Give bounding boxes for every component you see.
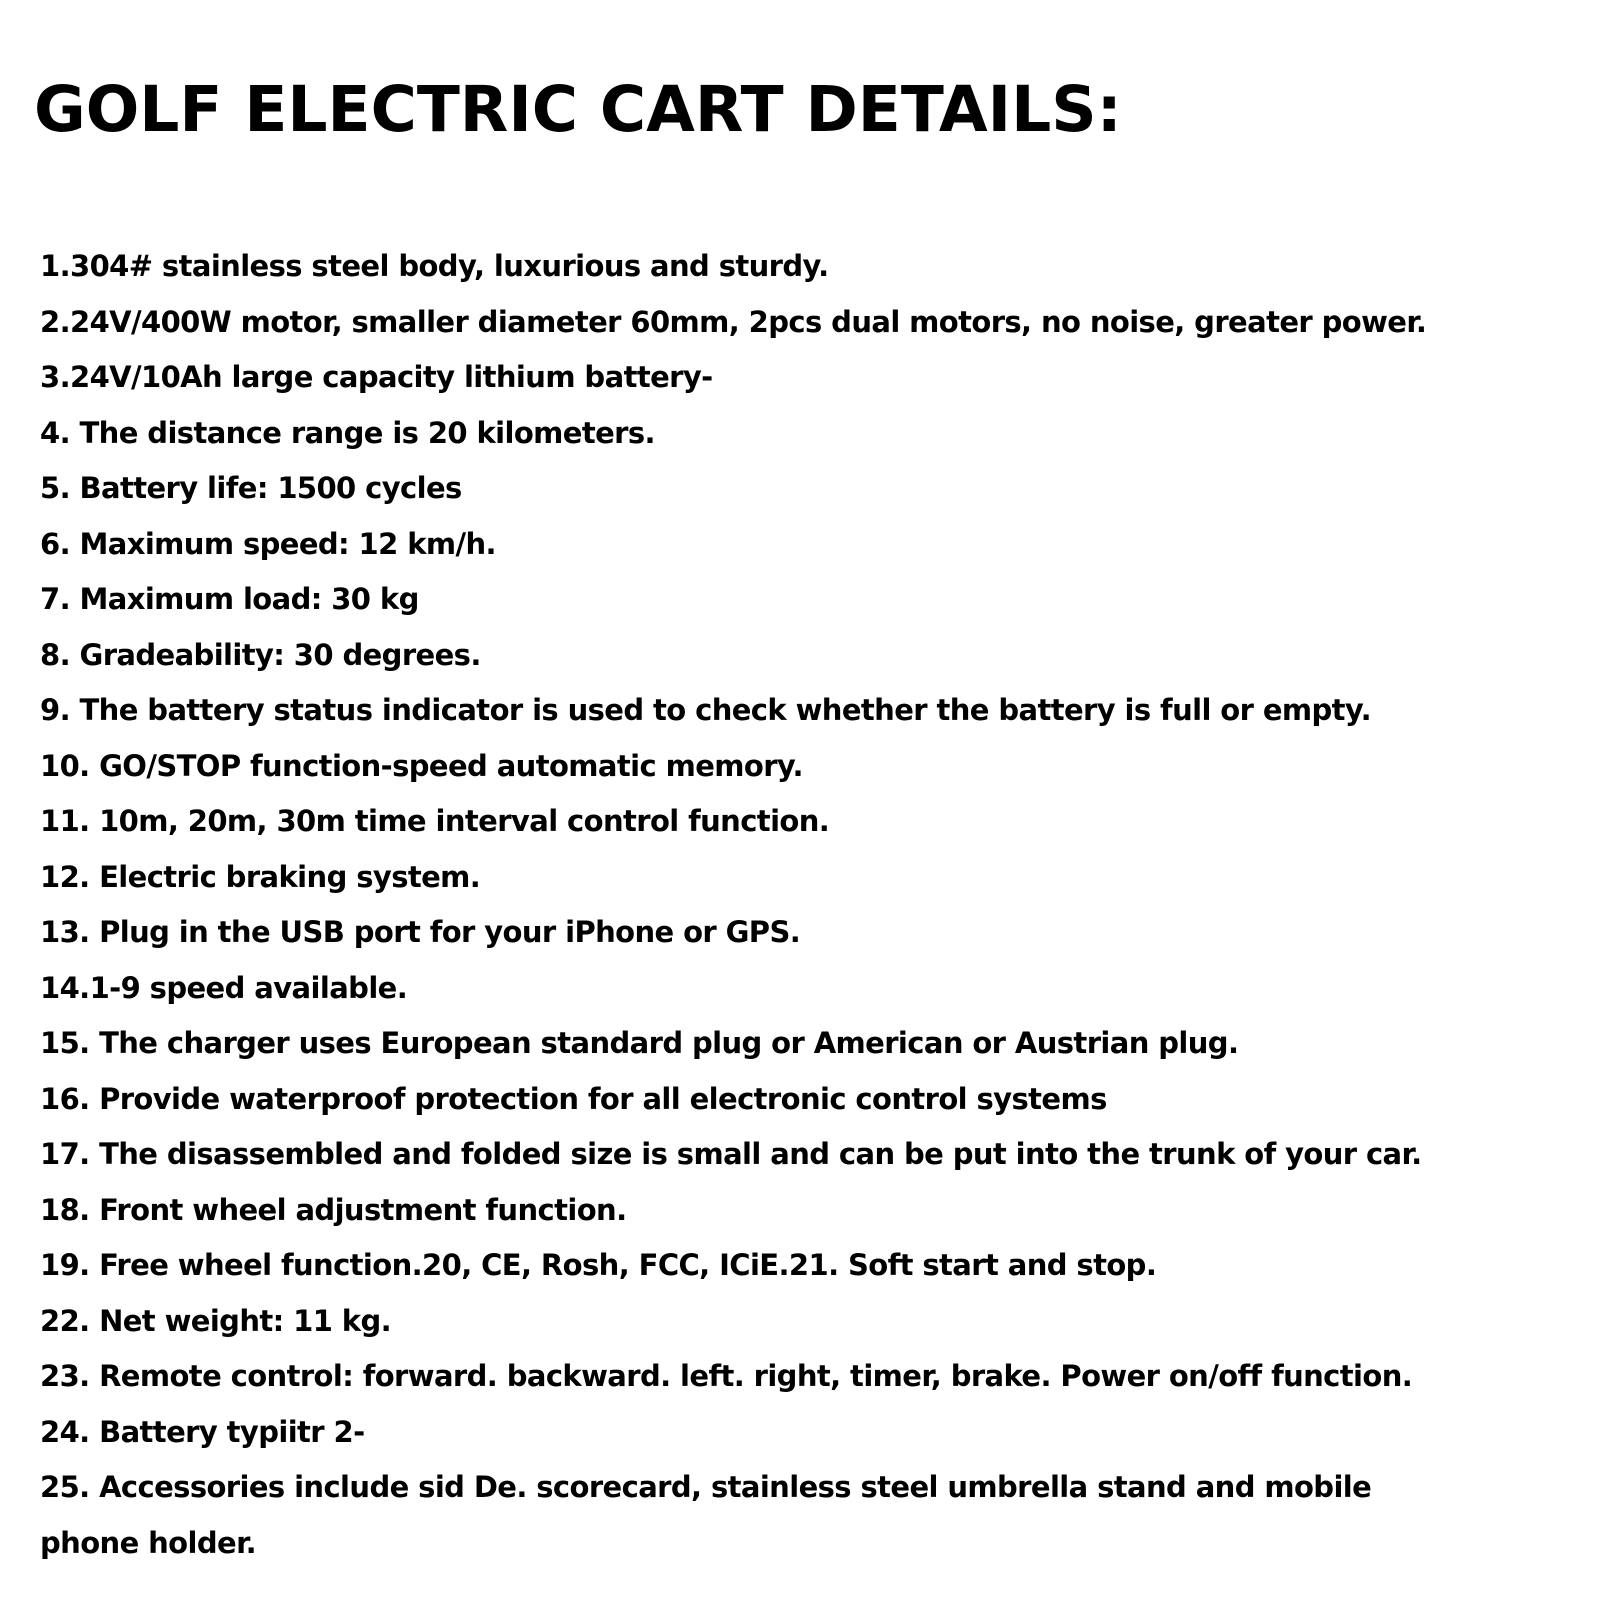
spec-item-22: 22. Net weight: 11 kg. — [40, 1303, 392, 1338]
spec-item-11: 11. 10m, 20m, 30m time interval control function. — [40, 804, 830, 838]
spec-item-12: 12. Electric braking system. — [40, 859, 481, 894]
spec-item-14: 14.1-9 speed available. — [40, 970, 408, 1005]
spec-item-25: 25. Accessories include sid De. scorecard, stainless steel umbrella stand and mobile phone holder. — [40, 1470, 1372, 1560]
spec-item-7: 7. Maximum load: 30 kg — [40, 582, 419, 616]
spec-item-6: 6. Maximum speed: 12 km/h. — [40, 526, 496, 561]
spec-item-8: 8. Gradeability: 30 degrees. — [40, 637, 481, 672]
spec-item-19: 19. Free wheel function.20, CE, Rosh, FCC, ICiE.21. Soft start and stop. — [40, 1248, 1157, 1282]
spec-item-16: 16. Provide waterproof protection for all electronic control systems — [40, 1081, 1107, 1116]
spec-item-23: 23. Remote control: forward. backward. left. right, timer, brake. Power on/off function. — [40, 1359, 1413, 1393]
spec-item-4: 4. The distance range is 20 kilometers. — [40, 415, 655, 450]
spec-item-15: 15. The charger uses European standard plug or American or Austrian plug. — [40, 1026, 1239, 1060]
spec-item-1: 1.304# stainless steel body, luxurious and sturdy. — [40, 249, 829, 283]
spec-item-10: 10. GO/STOP function-speed automatic memory. — [40, 748, 803, 783]
spec-item-17: 17. The disassembled and folded size is small and can be put into the trunk of your car. — [40, 1137, 1422, 1171]
spec-item-9: 9. The battery status indicator is used to check whether the battery is full or empty. — [40, 693, 1371, 727]
spec-item-5: 5. Battery life: 1500 cycles — [40, 471, 462, 505]
page-title: GOLF ELECTRIC CART DETAILS: — [34, 73, 1122, 146]
spec-item-18: 18. Front wheel adjustment function. — [40, 1192, 627, 1227]
spec-item-3: 3.24V/10Ah large capacity lithium battery- — [40, 360, 713, 394]
spec-item-13: 13. Plug in the USB port for your iPhone or GPS. — [40, 915, 801, 949]
spec-list — [40, 239, 1560, 1571]
spec-item-24: 24. Battery typiitr 2- — [40, 1414, 365, 1449]
spec-item-2: 2.24V/400W motor, smaller diameter 60mm, 2pcs dual motors, no noise, greater power. — [40, 304, 1427, 339]
